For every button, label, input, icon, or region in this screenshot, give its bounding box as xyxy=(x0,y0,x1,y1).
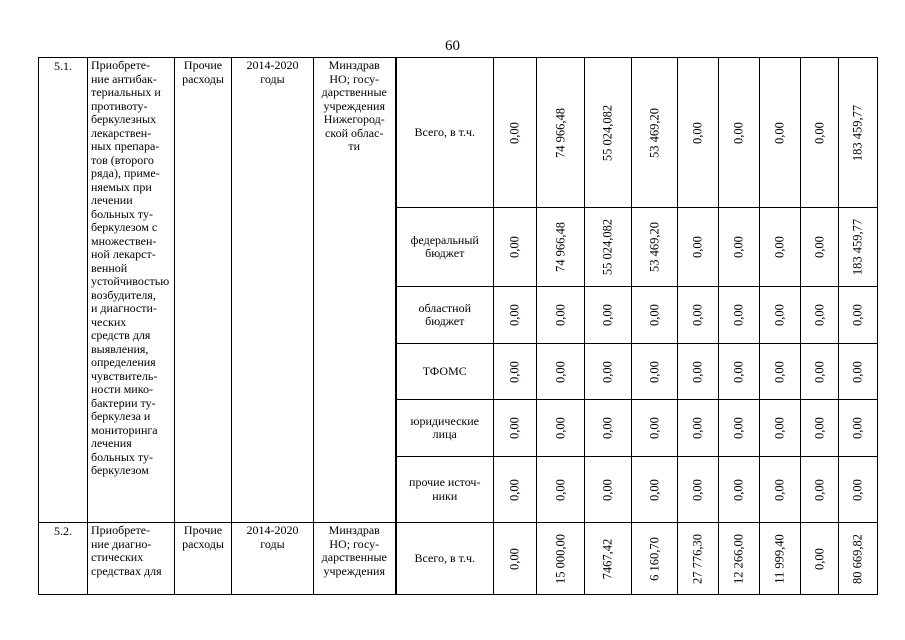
amount-value: 0,00 xyxy=(690,360,705,383)
amount-cell xyxy=(719,58,760,208)
expense-type-line: расходы xyxy=(182,536,224,551)
amount-cell xyxy=(585,287,632,344)
amount-value: 7467,42 xyxy=(600,538,615,579)
measure-name-line: беркулезом с xyxy=(91,220,158,234)
amount-value: 0,00 xyxy=(507,236,522,258)
measure-name-line: больных ту- xyxy=(91,449,153,464)
amount-value: 0,00 xyxy=(772,417,787,439)
amount-cell xyxy=(494,457,537,523)
amount-cell xyxy=(839,208,878,287)
executor-line: Минздрав xyxy=(328,523,380,537)
measure-name-line: ческих xyxy=(91,314,127,329)
amount-value: 74 966,48 xyxy=(552,107,567,158)
executor-line: НО; госу- xyxy=(329,71,380,86)
period-line: 2014-2020 xyxy=(246,523,299,537)
amount-cell xyxy=(494,208,537,287)
measure-name-line: лекарствен- xyxy=(91,125,152,140)
funding-table xyxy=(38,57,878,595)
amount-value: 0,00 xyxy=(850,417,865,439)
period-line: годы xyxy=(260,71,285,86)
measure-name-line: устойчивостью xyxy=(91,274,170,288)
amount-cell xyxy=(585,400,632,457)
amount-value: 0,00 xyxy=(772,304,787,326)
item-number: 5.1. xyxy=(39,58,88,523)
amount-value: 0,00 xyxy=(552,478,567,501)
amount-cell xyxy=(801,208,839,287)
amount-cell xyxy=(760,208,801,287)
amount-value: 15 000,00 xyxy=(552,533,567,584)
amount-value: 0,00 xyxy=(552,360,567,383)
measure-name-line: ряда), приме- xyxy=(91,166,160,180)
amount-value: 0,00 xyxy=(772,121,787,144)
period xyxy=(232,523,314,595)
measure-name-line: выявления, xyxy=(91,341,149,356)
amount-value: 0,00 xyxy=(731,360,746,383)
amount-value: 0,00 xyxy=(507,360,522,383)
amount-value: 0,00 xyxy=(507,121,522,144)
measure-name-line: тов (второго xyxy=(91,152,154,167)
amount-value: 0,00 xyxy=(690,304,705,326)
amount-cell xyxy=(801,344,839,400)
amount-value: 0,00 xyxy=(600,360,615,383)
amount-value: 0,00 xyxy=(811,121,826,144)
amount-cell xyxy=(678,287,719,344)
executor-line: дарственные xyxy=(321,550,387,564)
amount-cell xyxy=(839,344,878,400)
measure-name-line: ной лекарст- xyxy=(91,247,156,261)
amount-value: 0,00 xyxy=(850,360,865,383)
amount-value: 53 469,20 xyxy=(646,107,661,158)
amount-value: 0,00 xyxy=(600,304,615,326)
amount-value: 0,00 xyxy=(690,417,705,439)
amount-cell xyxy=(678,457,719,523)
amount-cell xyxy=(839,58,878,208)
amount-cell xyxy=(678,400,719,457)
amount-value: 0,00 xyxy=(850,478,865,501)
period-line: 2014-2020 xyxy=(246,58,299,72)
measure-name-line: ние диагно- xyxy=(91,536,152,551)
amount-value: 183 459,77 xyxy=(850,218,865,276)
period-line: годы xyxy=(260,536,285,551)
amount-value: 0,00 xyxy=(507,304,522,326)
measure-name-line: няемых при xyxy=(91,179,152,194)
amount-cell xyxy=(719,287,760,344)
amount-cell xyxy=(632,400,678,457)
period xyxy=(232,58,314,523)
amount-value: 183 459,77 xyxy=(850,104,865,161)
amount-value: 0,00 xyxy=(850,304,865,326)
amount-cell xyxy=(760,523,801,595)
amount-cell xyxy=(678,208,719,287)
amount-value: 0,00 xyxy=(507,478,522,501)
amount-value: 0,00 xyxy=(772,360,787,383)
amount-cell xyxy=(839,457,878,523)
executor-line: учреждения xyxy=(323,98,385,113)
amount-cell xyxy=(494,344,537,400)
amount-cell xyxy=(839,400,878,457)
amount-cell xyxy=(585,58,632,208)
amount-cell xyxy=(719,400,760,457)
table-row xyxy=(39,58,878,208)
amount-cell xyxy=(585,457,632,523)
amount-value: 53 469,20 xyxy=(646,222,661,272)
amount-value: 0,00 xyxy=(811,478,826,501)
expense-type-line: Прочие xyxy=(183,523,223,537)
measure-name-line: бактерии ту- xyxy=(91,395,156,410)
amount-value: 0,00 xyxy=(772,236,787,258)
amount-value: 0,00 xyxy=(731,304,746,326)
amount-cell xyxy=(585,344,632,400)
amount-value: 0,00 xyxy=(600,478,615,501)
amount-value: 0,00 xyxy=(552,304,567,326)
amount-value: 0,00 xyxy=(731,417,746,439)
amount-value: 0,00 xyxy=(772,478,787,501)
funding-source: юридические лица xyxy=(396,400,494,457)
measure-name-line: средствах для xyxy=(91,563,162,578)
amount-cell xyxy=(678,58,719,208)
table-row xyxy=(39,523,878,595)
amount-value: 0,00 xyxy=(552,417,567,439)
amount-value: 74 966,48 xyxy=(552,222,567,272)
funding-source: Всего, в т.ч. xyxy=(396,523,494,595)
amount-cell xyxy=(719,344,760,400)
amount-cell xyxy=(494,287,537,344)
measure-name-line: мониторинга xyxy=(91,422,158,437)
amount-value: 6 160,70 xyxy=(646,536,661,581)
measure-name-line: определения xyxy=(91,355,156,369)
executor xyxy=(314,523,396,595)
amount-cell xyxy=(719,208,760,287)
amount-value: 0,00 xyxy=(811,236,826,258)
amount-value: 0,00 xyxy=(507,417,522,439)
amount-value: 0,00 xyxy=(600,417,615,439)
measure-name-line: ных препара- xyxy=(91,139,160,153)
amount-value: 0,00 xyxy=(731,236,746,258)
amount-value: 0,00 xyxy=(646,360,661,383)
amount-cell xyxy=(839,523,878,595)
amount-cell xyxy=(801,400,839,457)
amount-cell xyxy=(585,523,632,595)
amount-cell xyxy=(760,457,801,523)
measure-name-line: Приобрете- xyxy=(91,523,151,537)
measure-name-line: противоту- xyxy=(91,98,148,113)
amount-cell xyxy=(719,523,760,595)
amount-value: 0,00 xyxy=(811,304,826,326)
amount-value: 0,00 xyxy=(646,304,661,326)
amount-cell xyxy=(678,344,719,400)
amount-value: 0,00 xyxy=(731,121,746,144)
funding-source: прочие источ-ники xyxy=(396,457,494,523)
funding-source: Всего, в т.ч. xyxy=(396,58,494,208)
amount-value: 0,00 xyxy=(646,478,661,501)
amount-cell xyxy=(537,208,585,287)
amount-cell xyxy=(494,58,537,208)
amount-value: 80 669,82 xyxy=(850,533,865,584)
amount-cell xyxy=(678,523,719,595)
executor-line: Минздрав xyxy=(328,58,380,72)
amount-value: 0,00 xyxy=(690,121,705,144)
amount-cell xyxy=(632,344,678,400)
funding-source: ТФОМС xyxy=(396,344,494,400)
measure-name-line: возбудителя, xyxy=(91,287,156,302)
amount-value: 0,00 xyxy=(731,478,746,501)
amount-cell xyxy=(537,287,585,344)
measure-name-line: териальных и xyxy=(91,85,161,99)
amount-value: 0,00 xyxy=(811,417,826,439)
expense-type xyxy=(175,523,232,595)
amount-cell xyxy=(801,523,839,595)
measure-name-line: лечении xyxy=(91,193,133,207)
executor-line: учреждения xyxy=(323,563,385,578)
executor-line: Нижегород- xyxy=(323,112,385,126)
measure-name-line: лечения xyxy=(91,436,132,450)
amount-cell xyxy=(632,457,678,523)
page-number: 60 xyxy=(445,38,460,54)
expense-type-line: расходы xyxy=(182,71,224,86)
executor xyxy=(314,58,396,523)
amount-cell xyxy=(719,457,760,523)
amount-value: 0,00 xyxy=(507,547,522,570)
measure-name-line: множествен- xyxy=(91,233,157,248)
amount-cell xyxy=(801,58,839,208)
measure-name-line: средств для xyxy=(91,328,151,342)
amount-cell xyxy=(760,400,801,457)
amount-cell xyxy=(585,208,632,287)
amount-cell xyxy=(839,287,878,344)
measure-name-line: стических xyxy=(91,550,144,564)
amount-value: 0,00 xyxy=(690,236,705,258)
amount-cell xyxy=(632,58,678,208)
measure-name-line: ности мико- xyxy=(91,382,153,396)
measure-name-line: беркулезом xyxy=(91,463,149,477)
amount-cell xyxy=(537,457,585,523)
measure-name-line: чувствитель- xyxy=(91,368,158,383)
amount-cell xyxy=(760,287,801,344)
measure-name-line: ние антибак- xyxy=(91,71,157,86)
amount-cell xyxy=(760,58,801,208)
measure-name-line: беркулеза и xyxy=(91,409,151,423)
amount-cell xyxy=(494,523,537,595)
measure-name-line: венной xyxy=(91,260,128,275)
measure-name-line: больных ту- xyxy=(91,206,153,221)
measure-name-line: беркулезных xyxy=(91,112,157,126)
measure-name xyxy=(88,58,175,523)
amount-value: 12 266,00 xyxy=(731,533,746,584)
amount-value: 55 024,082 xyxy=(600,218,615,276)
amount-cell xyxy=(632,208,678,287)
expense-type-line: Прочие xyxy=(183,58,223,72)
amount-value: 0,00 xyxy=(690,478,705,501)
executor-line: дарственные xyxy=(321,85,387,99)
funding-source: областной бюджет xyxy=(396,287,494,344)
amount-cell xyxy=(760,344,801,400)
amount-cell xyxy=(801,287,839,344)
executor-line: НО; госу- xyxy=(329,536,380,551)
executor-line: ти xyxy=(348,139,361,153)
amount-value: 0,00 xyxy=(646,417,661,439)
measure-name xyxy=(88,523,175,595)
measure-name-line: и диагности- xyxy=(91,301,157,315)
amount-cell xyxy=(537,523,585,595)
amount-value: 0,00 xyxy=(811,360,826,383)
measure-name-line: Приобрете- xyxy=(91,58,151,72)
amount-cell xyxy=(632,287,678,344)
amount-value: 11 999,40 xyxy=(772,533,787,584)
executor-line: ской облас- xyxy=(325,125,384,140)
item-number: 5.2. xyxy=(39,523,88,595)
amount-cell xyxy=(537,400,585,457)
expense-type xyxy=(175,58,232,523)
amount-cell xyxy=(537,344,585,400)
amount-value: 55 024,082 xyxy=(600,104,615,161)
funding-source: федеральный бюджет xyxy=(396,208,494,287)
amount-cell xyxy=(494,400,537,457)
amount-value: 0,00 xyxy=(811,547,826,570)
amount-cell xyxy=(537,58,585,208)
amount-value: 27 776,30 xyxy=(690,533,705,584)
amount-cell xyxy=(801,457,839,523)
amount-cell xyxy=(632,523,678,595)
